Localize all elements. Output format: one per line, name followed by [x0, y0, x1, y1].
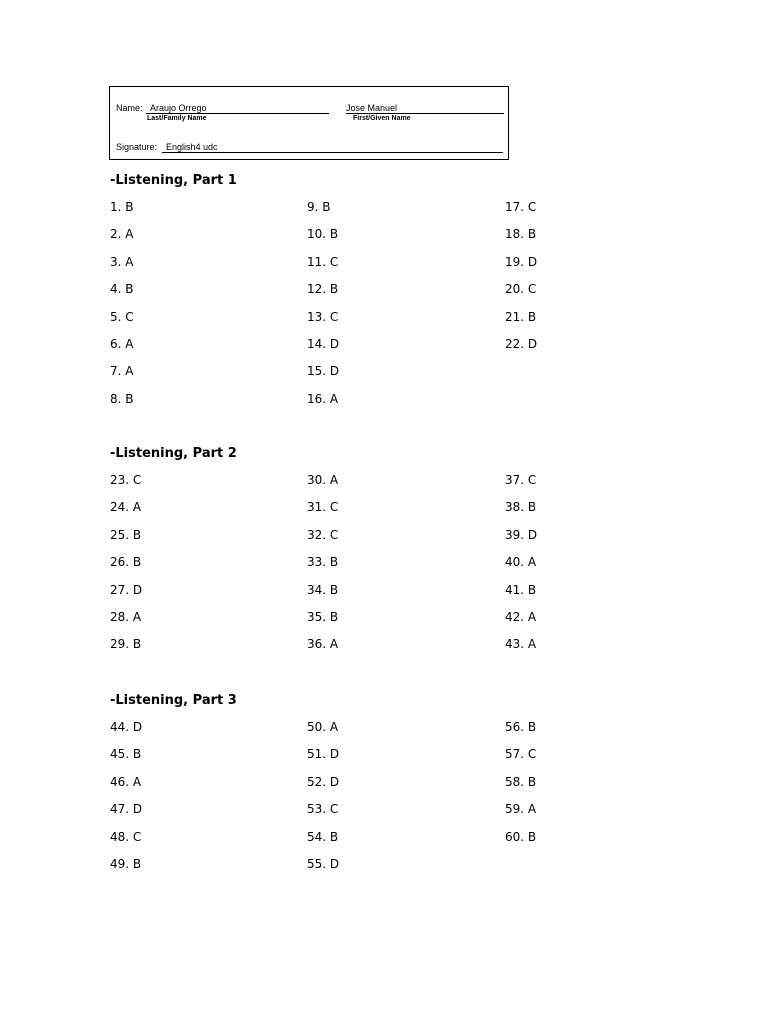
last-name-value: Araujo Orrego [150, 103, 207, 113]
answer-item: 23. C [110, 473, 142, 487]
answer-item: 50. A [307, 720, 339, 734]
answer-item: 2. A [110, 227, 134, 242]
answer-item: 26. B [110, 555, 142, 570]
answer-item: 53. C [307, 802, 339, 817]
answer-item: 12. B [307, 282, 339, 297]
answer-item: 18. B [505, 227, 537, 242]
answer-item: 52. D [307, 774, 340, 789]
answer-item: 40. A [505, 555, 537, 570]
answer-item: 34. B [307, 582, 339, 597]
first-name-line [346, 113, 504, 114]
answer-item: 30. A [307, 473, 339, 487]
answer-item: 1. B [110, 200, 134, 214]
answer-item: 9. B [307, 200, 331, 214]
answer-item: 3. A [110, 254, 134, 269]
answer-item: 27. D [110, 582, 143, 597]
answer-item: 36. A [307, 637, 339, 652]
answer-item: 44. D [110, 720, 143, 734]
answer-item: 43. A [505, 637, 537, 652]
last-name-line [146, 113, 329, 114]
answer-item: 14. D [307, 337, 340, 351]
signature-label: Signature: [116, 142, 158, 152]
answer-item: 41. B [505, 582, 537, 597]
answer-item: 5. C [110, 309, 134, 324]
answer-item: 13. C [307, 309, 339, 324]
answer-item: 28. A [110, 610, 142, 624]
name-label: Name: [116, 103, 143, 113]
answer-item: 51. D [307, 747, 340, 762]
answer-item: 17. C [505, 200, 537, 214]
section-title: -Listening, Part 2 [110, 446, 237, 461]
answer-item: 33. B [307, 555, 339, 570]
answer-item: 55. D [307, 857, 340, 871]
answer-item: 25. B [110, 527, 142, 542]
answer-item: 4. B [110, 282, 134, 297]
answer-item: 7. A [110, 364, 134, 379]
answer-item: 37. C [505, 473, 537, 487]
answer-item: 57. C [505, 747, 537, 762]
answer-item: 54. B [307, 829, 339, 844]
answer-item: 11. C [307, 254, 339, 269]
answer-item: 45. B [110, 747, 142, 762]
answer-item: 32. C [307, 527, 339, 542]
answer-item: 38. B [505, 500, 537, 515]
first-name-caption: First/Given Name [353, 115, 411, 122]
section-title: -Listening, Part 3 [110, 693, 237, 708]
answer-item: 16. A [307, 391, 339, 406]
answer-item: 58. B [505, 774, 537, 789]
answer-item: 31. C [307, 500, 339, 515]
answer-item: 15. D [307, 364, 340, 379]
section-title: -Listening, Part 1 [110, 173, 237, 188]
answer-item: 8. B [110, 391, 134, 406]
answer-item: 22. D [505, 337, 538, 351]
answer-item: 21. B [505, 309, 537, 324]
answer-item: 59. A [505, 802, 537, 817]
answer-item: 60. B [505, 829, 537, 844]
answer-item: 10. B [307, 227, 339, 242]
student-info-box [109, 86, 509, 160]
first-name-value: Jose Manuel [346, 103, 398, 113]
answer-item: 42. A [505, 610, 537, 624]
signature-line [162, 152, 503, 153]
answer-item: 49. B [110, 857, 142, 871]
answer-item: 39. D [505, 527, 538, 542]
signature-value: English4 udc [166, 142, 218, 152]
answer-item: 46. A [110, 774, 142, 789]
answer-item: 56. B [505, 720, 537, 734]
last-name-caption: Last/Family Name [147, 115, 207, 122]
answer-item: 19. D [505, 254, 538, 269]
answer-item: 6. A [110, 337, 134, 351]
answer-item: 29. B [110, 637, 142, 652]
answer-item: 35. B [307, 610, 339, 624]
answer-item: 47. D [110, 802, 143, 817]
answer-item: 20. C [505, 282, 537, 297]
answer-item: 48. C [110, 829, 142, 844]
answer-item: 24. A [110, 500, 142, 515]
